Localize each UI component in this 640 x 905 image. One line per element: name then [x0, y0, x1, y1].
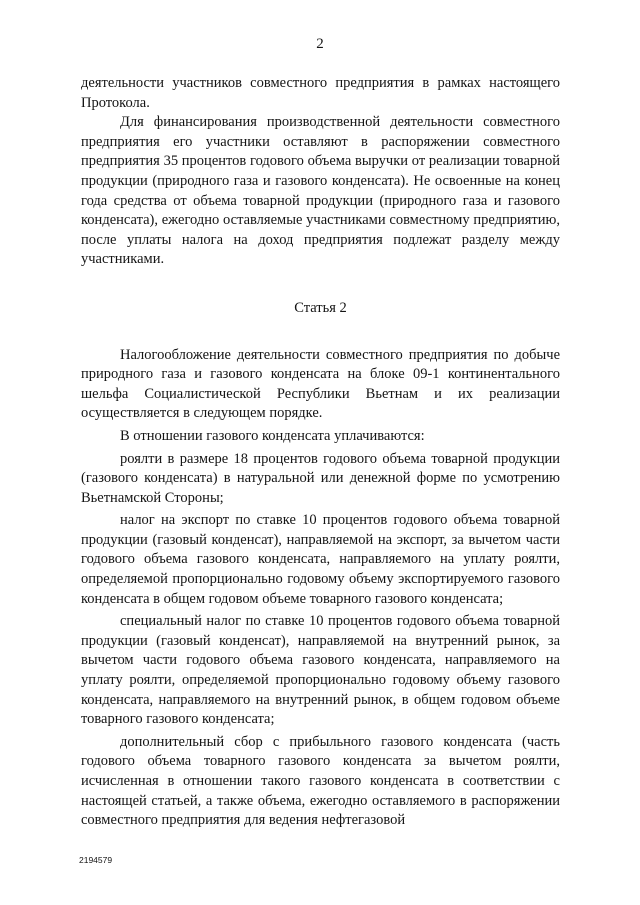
paragraph-financing: Для финансирования производственной деятельности совместного предприятия его участники оставляют в распоряжении совместного предприятия 35 процентов годового объема выручки от реализации товарной продукции (природного газа и газового конденсата). Не освоенные на конец года средства от объема товарной продукции (природного газа и газового конденсата), ежегодно оставляемые участниками совместному предприятию, после уплаты налога на доход предприятия подлежат разделу между участниками. — [81, 114, 560, 268]
paragraph-continuation: деятельности участников совместного предприятия в рамках настоящего Протокола. — [81, 75, 560, 111]
paragraph-royalty: роялти в размере 18 процентов годового объема товарной продукции (газового конденсата) в натуральной или денежной форме по усмотрению Вьетнамской Стороны; — [81, 450, 560, 506]
paragraph-special-tax: специальный налог по ставке 10 процентов годового объема товарной продукции (газовый конденсат), направляемой на внутренний рынок, за вычетом части годового объема газового конденсата, направляемого на уплату роялти, определяемой пропорционально годовому объему газового конденсата, направляемого на внутренний рынок, в общем годовом объеме товарного газового конденсата; — [81, 613, 560, 728]
paragraph-condensate-intro: В отношении газового конденсата уплачиваются: — [120, 427, 425, 444]
document-body — [81, 74, 560, 831]
article-heading: Статья 2 — [294, 299, 347, 316]
footer-document-code: 2194579 — [79, 855, 113, 865]
paragraph-export-tax: налог на экспорт по ставке 10 процентов годового объема товарной продукции (газовый конденсат), направляемой на экспорт, за вычетом части годового объема газового конденсата, направляемого на уплату роялти, определяемой пропорционально годовому объему экспортируемого газового конденсата в общем годовом объеме товарного газового конденсата; — [81, 512, 560, 607]
paragraph-taxation: Налогообложение деятельности совместного предприятия по добыче природного газа и газового конденсата на блоке 09-1 континентального шельфа Социалистической Республики Вьетнам и их реализации осуществляется в следующем порядке. — [81, 346, 560, 422]
page-number: 2 — [316, 36, 324, 52]
paragraph-additional-levy: дополнительный сбор с прибыльного газового конденсата (часть годового объема товарного газового конденсата за вычетом роялти, исчисленная в отношении такого газового конденсата в соответствии с настоящей статьей, а также объема, ежегодно оставляемого в распоряжении совместного предприятия для ведения нефтегазовой — [81, 733, 560, 829]
